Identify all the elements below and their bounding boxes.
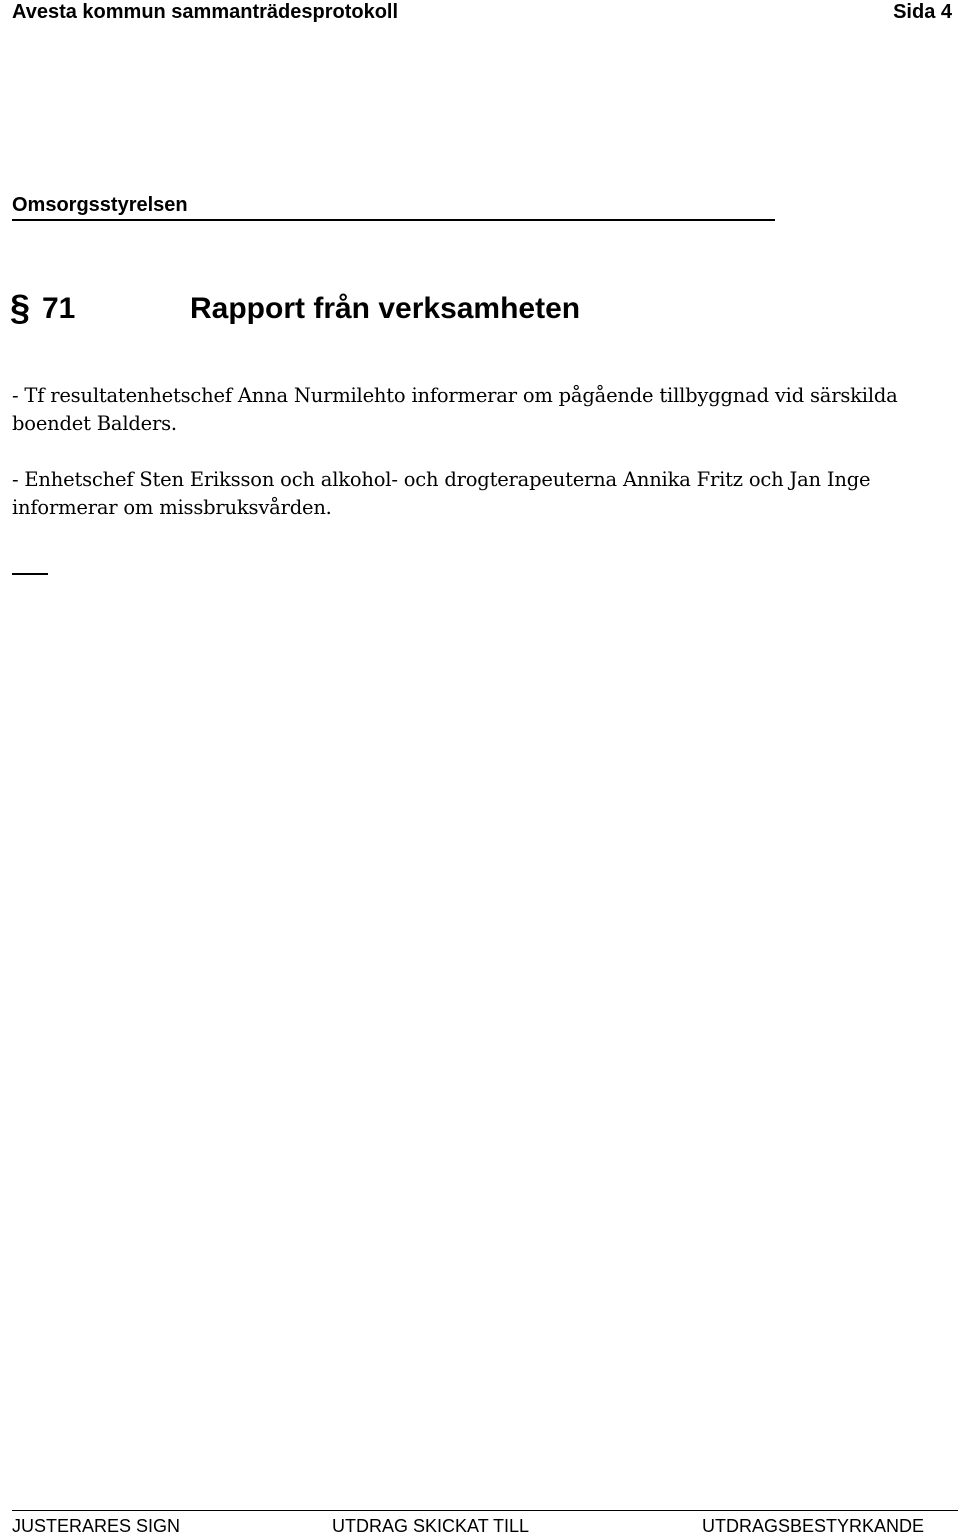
- section-sign: §: [10, 287, 31, 328]
- page-number: Sida 4: [893, 1, 952, 23]
- section-title: Rapport från verksamheten: [190, 292, 581, 325]
- footer-justerares-sign: JUSTERARES SIGN: [12, 1516, 181, 1536]
- section-number: 71: [42, 292, 76, 325]
- section-end-rule: [12, 573, 48, 575]
- report-paragraph: - Enhetschef Sten Eriksson och alkohol- och drogterapeuterna Annika Fritz och Jan Inge informerar om missbruksvården.: [12, 468, 871, 519]
- footer-utdragsbestyrkande: UTDRAGSBESTYRKANDE: [702, 1516, 925, 1536]
- footer-utdrag-skickat-till: UTDRAG SKICKAT TILL: [332, 1516, 530, 1536]
- report-paragraph: - Tf resultatenhetschef Anna Nurmilehto informerar om pågående tillbyggnad vid särskilda boendet Balders.: [12, 384, 898, 435]
- footer-divider: [12, 1510, 958, 1511]
- committee-underline: [12, 219, 775, 221]
- document-title: Avesta kommun sammanträdesprotokoll: [12, 1, 399, 23]
- committee-name: Omsorgsstyrelsen: [12, 194, 188, 216]
